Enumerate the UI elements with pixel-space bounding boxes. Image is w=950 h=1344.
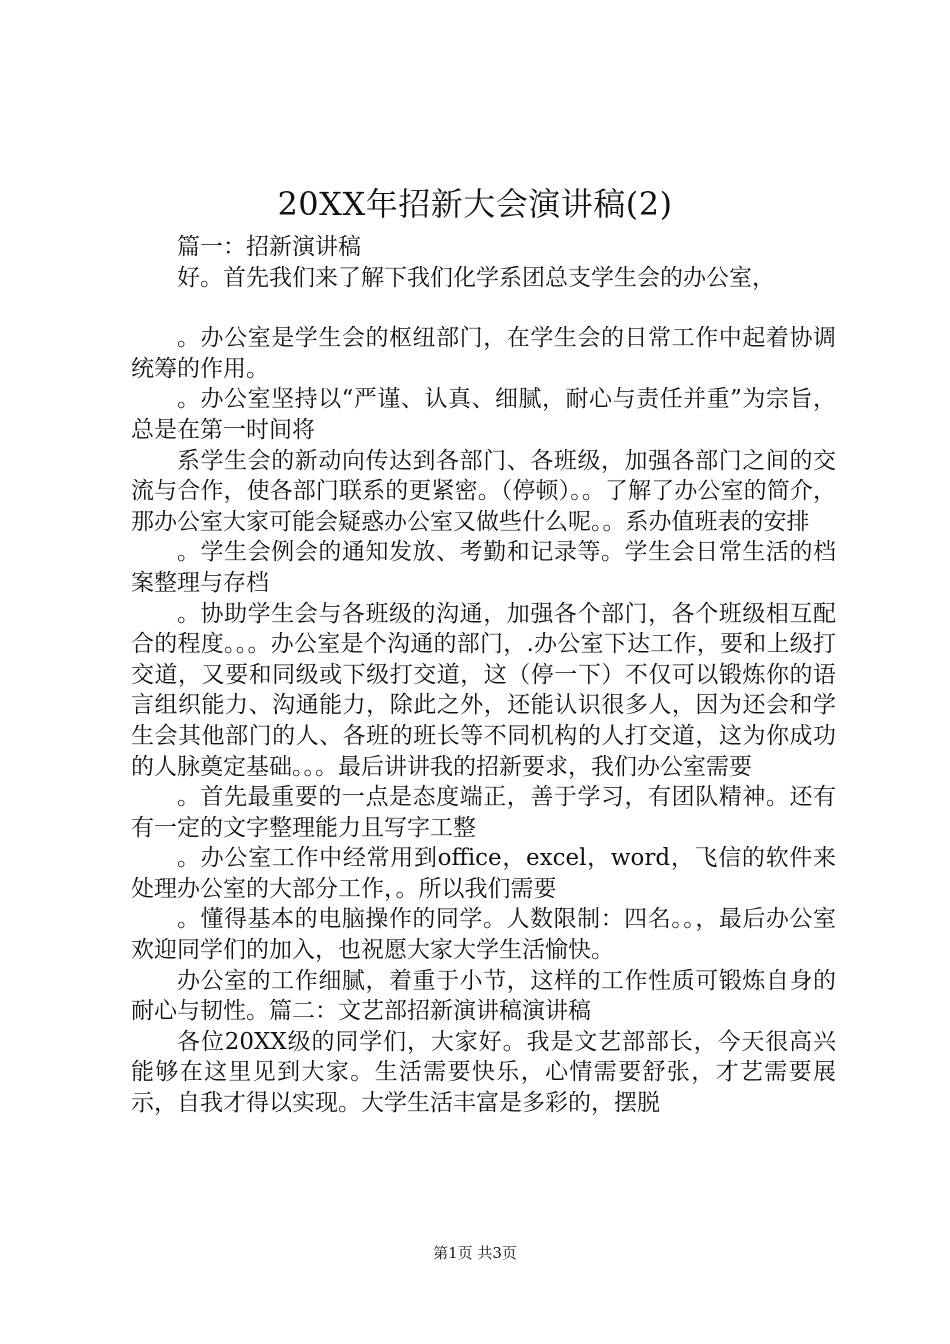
paragraph-12: 各位20XX级的同学们，大家好。我是文艺部部长，今天很高兴能够在这里见到大家。生活需要快乐，心情需要舒张，才艺需要展示，自我才得以实现。大学生活丰富是多彩的，摆脱 — [131, 1028, 836, 1117]
paragraph-11: 办公室的工作细腻，着重于小节，这样的工作性质可锻炼自身的耐心与韧性。篇二：文艺部招新演讲稿演讲稿 — [131, 967, 836, 1025]
document-body — [131, 232, 836, 1119]
paragraph-10: 。懂得基本的电脑操作的同学。人数限制：四名。。，最后办公室欢迎同学们的加入，也祝愿大家大学生活愉快。 — [131, 906, 836, 964]
paragraph-3: 。办公室是学生会的枢纽部门，在学生会的日常工作中起着协调统筹的作用。 — [131, 325, 836, 382]
paragraph-2: 好。首先我们来了解下我们化学系团总支学生会的办公室， — [177, 264, 775, 291]
page-footer: 第1页 共3页 — [433, 1244, 517, 1262]
paragraph-8: 。首先最重要的一点是态度端正，善于学习，有团队精神。还有有一定的文字整理能力且写字工整 — [131, 784, 836, 841]
document-title: 20XX年招新大会演讲稿(2) — [277, 185, 673, 223]
paragraph-9: 。办公室工作中经常用到office，excel，word，飞信的软件来处理办公室的大部分工作，。所以我们需要 — [131, 845, 836, 902]
paragraph-7: 。协助学生会与各班级的沟通，加强各个部门，各个班级相互配合的程度。。。办公室是个沟通的部门，.办公室下达工作，要和上级打交道，又要和同级或下级打交道，这（停一下）不仅可以锻炼你的语言组织能力、沟通能力，除此之外，还能认识很多人，因为还会和学生会其他部门的人、各班的班长等不同机构的人打交道，这为你成功的人脉奠定基础。。。最后讲讲我的招新要求，我们办公室需要 — [131, 600, 836, 780]
paragraph-5: 系学生会的新动向传达到各部门、各班级，加强各部门之间的交流与合作，使各部门联系的更紧密。（停顿）。。了解了办公室的简介，那办公室大家可能会疑惑办公室又做些什么呢。。系办值班表的安排 — [131, 447, 836, 535]
paragraph-6: 。学生会例会的通知发放、考勤和记录等。学生会日常生活的档案整理与存档 — [131, 539, 836, 596]
paragraph-1: 篇一：招新演讲稿 — [177, 234, 361, 260]
paragraph-4: 。办公室坚持以“严谨、认真、细腻，耐心与责任并重”为宗旨，总是在第一时间将 — [131, 386, 836, 443]
